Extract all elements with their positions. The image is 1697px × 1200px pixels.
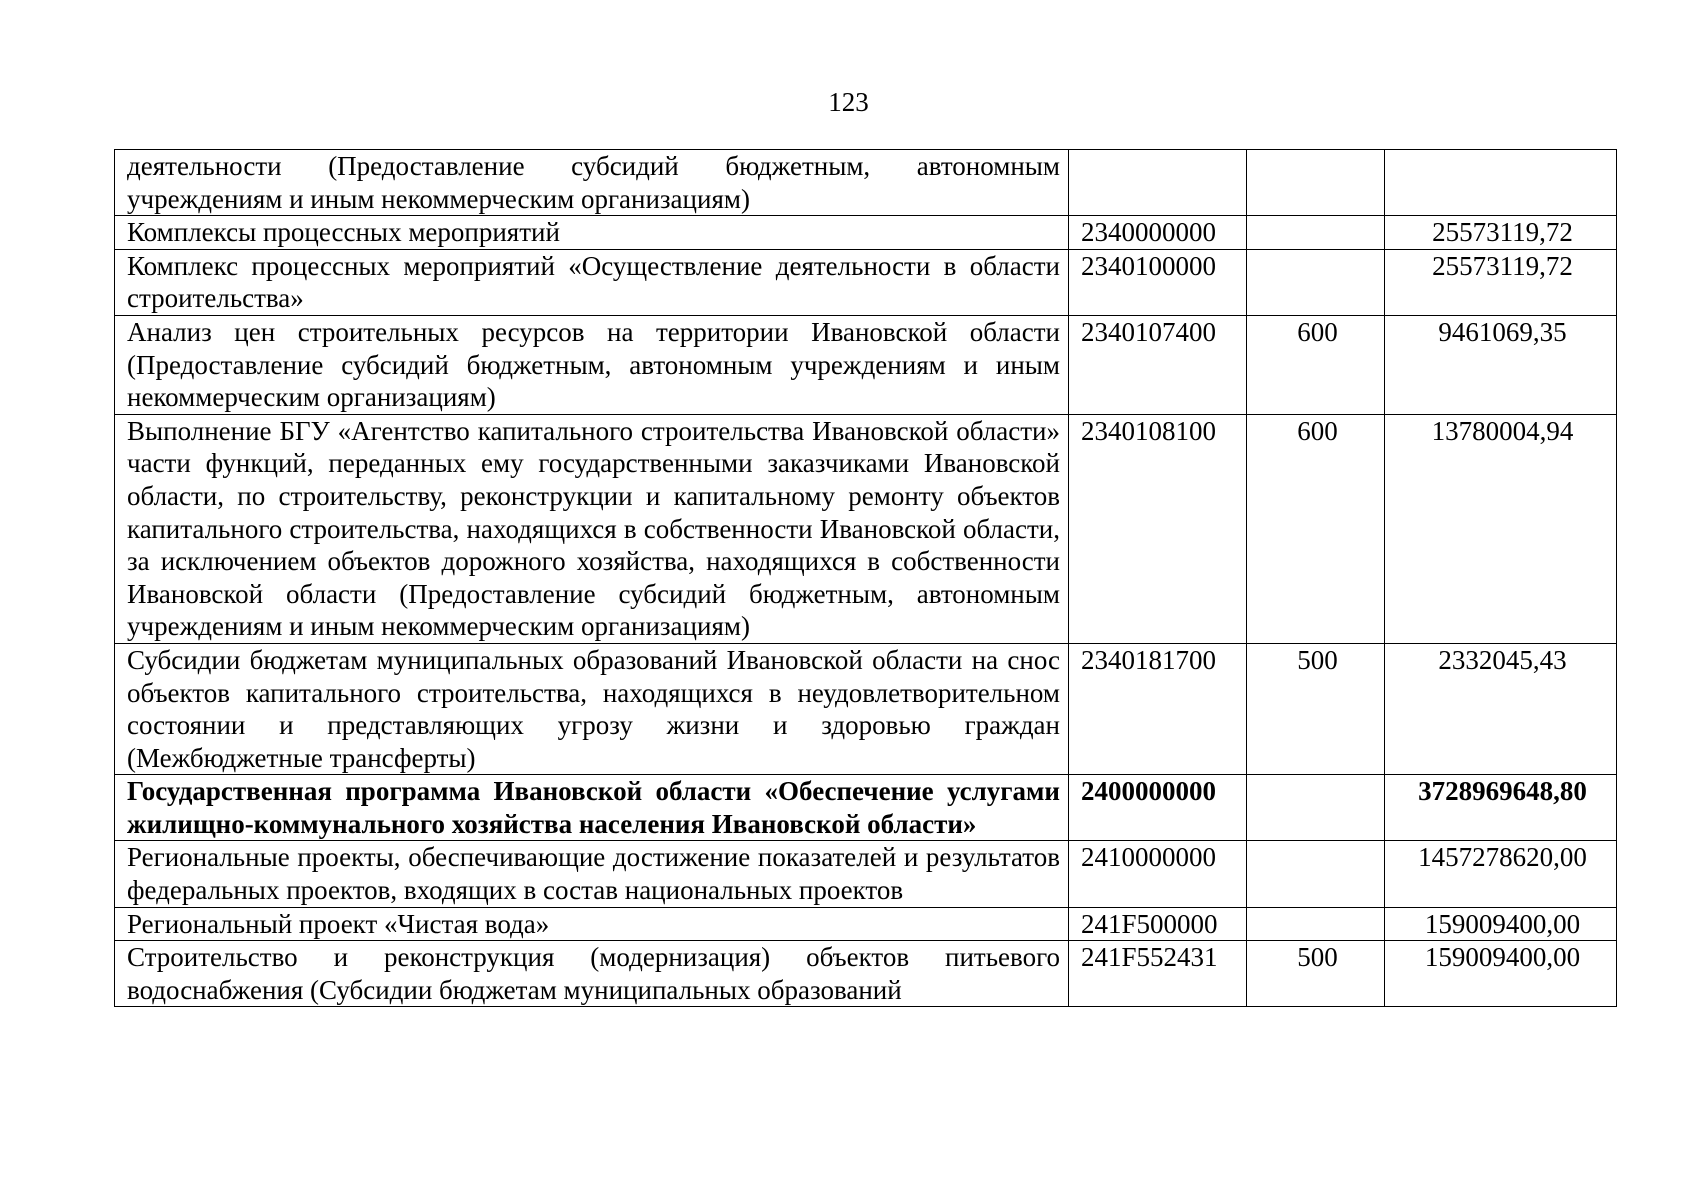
- row-amount: 13780004,94: [1385, 414, 1617, 643]
- table-row: [115, 216, 1617, 250]
- row-expense-type: 500: [1247, 941, 1385, 1007]
- row-amount: 1457278620,00: [1385, 841, 1617, 907]
- row-code: 2340107400: [1069, 315, 1247, 414]
- row-description: Субсидии бюджетам муниципальных образований Ивановской области на снос объектов капитального строительства, находящихся в неудовлетворительном состоянии и представляющих угрозу жизни и здоровью граждан (Межбюджетные трансферты): [115, 643, 1069, 774]
- page-number: 123: [828, 87, 869, 117]
- row-expense-type: 600: [1247, 315, 1385, 414]
- row-description: Строительство и реконструкция (модернизация) объектов питьевого водоснабжения (Субсидии бюджетам муниципальных образований: [115, 941, 1069, 1007]
- row-description: Государственная программа Ивановской области «Обеспечение услугами жилищно-коммунального хозяйства населения Ивановской области»: [115, 775, 1069, 841]
- row-amount: 25573119,72: [1385, 249, 1617, 315]
- row-amount: 3728969648,80: [1385, 775, 1617, 841]
- row-expense-type: [1247, 249, 1385, 315]
- row-code: 2340100000: [1069, 249, 1247, 315]
- row-code: 2340000000: [1069, 216, 1247, 250]
- row-expense-type: [1247, 841, 1385, 907]
- table-row: [115, 414, 1617, 643]
- row-code: 241F500000: [1069, 907, 1247, 941]
- row-amount: 159009400,00: [1385, 907, 1617, 941]
- row-amount: 2332045,43: [1385, 643, 1617, 774]
- row-expense-type: [1247, 907, 1385, 941]
- table-row: [115, 907, 1617, 941]
- row-expense-type: [1247, 775, 1385, 841]
- row-description: Выполнение БГУ «Агентство капитального строительства Ивановской области» части функций, переданных ему государственными заказчиками Ивановской области, по строительству, реконструкции и капитальному ремонту объектов капитального строительства, находящихся в собственности Ивановской области, за исключением объектов дорожного хозяйства, находящихся в собственности Ивановской области (Предоставление субсидий бюджетным, автономным учреждениям и иным некоммерческим организациям): [115, 414, 1069, 643]
- row-code: 2340108100: [1069, 414, 1247, 643]
- row-expense-type: [1247, 216, 1385, 250]
- row-code: 2410000000: [1069, 841, 1247, 907]
- budget-table-body: [115, 150, 1617, 1007]
- row-amount: 25573119,72: [1385, 216, 1617, 250]
- row-expense-type: 600: [1247, 414, 1385, 643]
- row-code: 2340181700: [1069, 643, 1247, 774]
- row-code: 2400000000: [1069, 775, 1247, 841]
- table-row-program-total: [115, 775, 1617, 841]
- row-expense-type: [1247, 150, 1385, 216]
- table-row: [115, 643, 1617, 774]
- table-row: [115, 150, 1617, 216]
- row-code: [1069, 150, 1247, 216]
- row-expense-type: 500: [1247, 643, 1385, 774]
- table-row: [115, 315, 1617, 414]
- budget-table: [114, 149, 1617, 1007]
- row-description: Региональные проекты, обеспечивающие достижение показателей и результатов федеральных проектов, входящих в состав национальных проектов: [115, 841, 1069, 907]
- row-amount: 159009400,00: [1385, 941, 1617, 1007]
- row-description: Анализ цен строительных ресурсов на территории Ивановской области (Предоставление субсидий бюджетным, автономным учреждениям и иным некоммерческим организациям): [115, 315, 1069, 414]
- row-description: Комплексы процессных мероприятий: [115, 216, 1069, 250]
- row-amount: [1385, 150, 1617, 216]
- row-amount: 9461069,35: [1385, 315, 1617, 414]
- table-row: [115, 249, 1617, 315]
- row-description: деятельности (Предоставление субсидий бюджетным, автономным учреждениям и иным некоммерческим организациям): [115, 150, 1069, 216]
- table-row: [115, 941, 1617, 1007]
- table-row: [115, 841, 1617, 907]
- row-description: Комплекс процессных мероприятий «Осуществление деятельности в области строительства»: [115, 249, 1069, 315]
- row-code: 241F552431: [1069, 941, 1247, 1007]
- row-description: Региональный проект «Чистая вода»: [115, 907, 1069, 941]
